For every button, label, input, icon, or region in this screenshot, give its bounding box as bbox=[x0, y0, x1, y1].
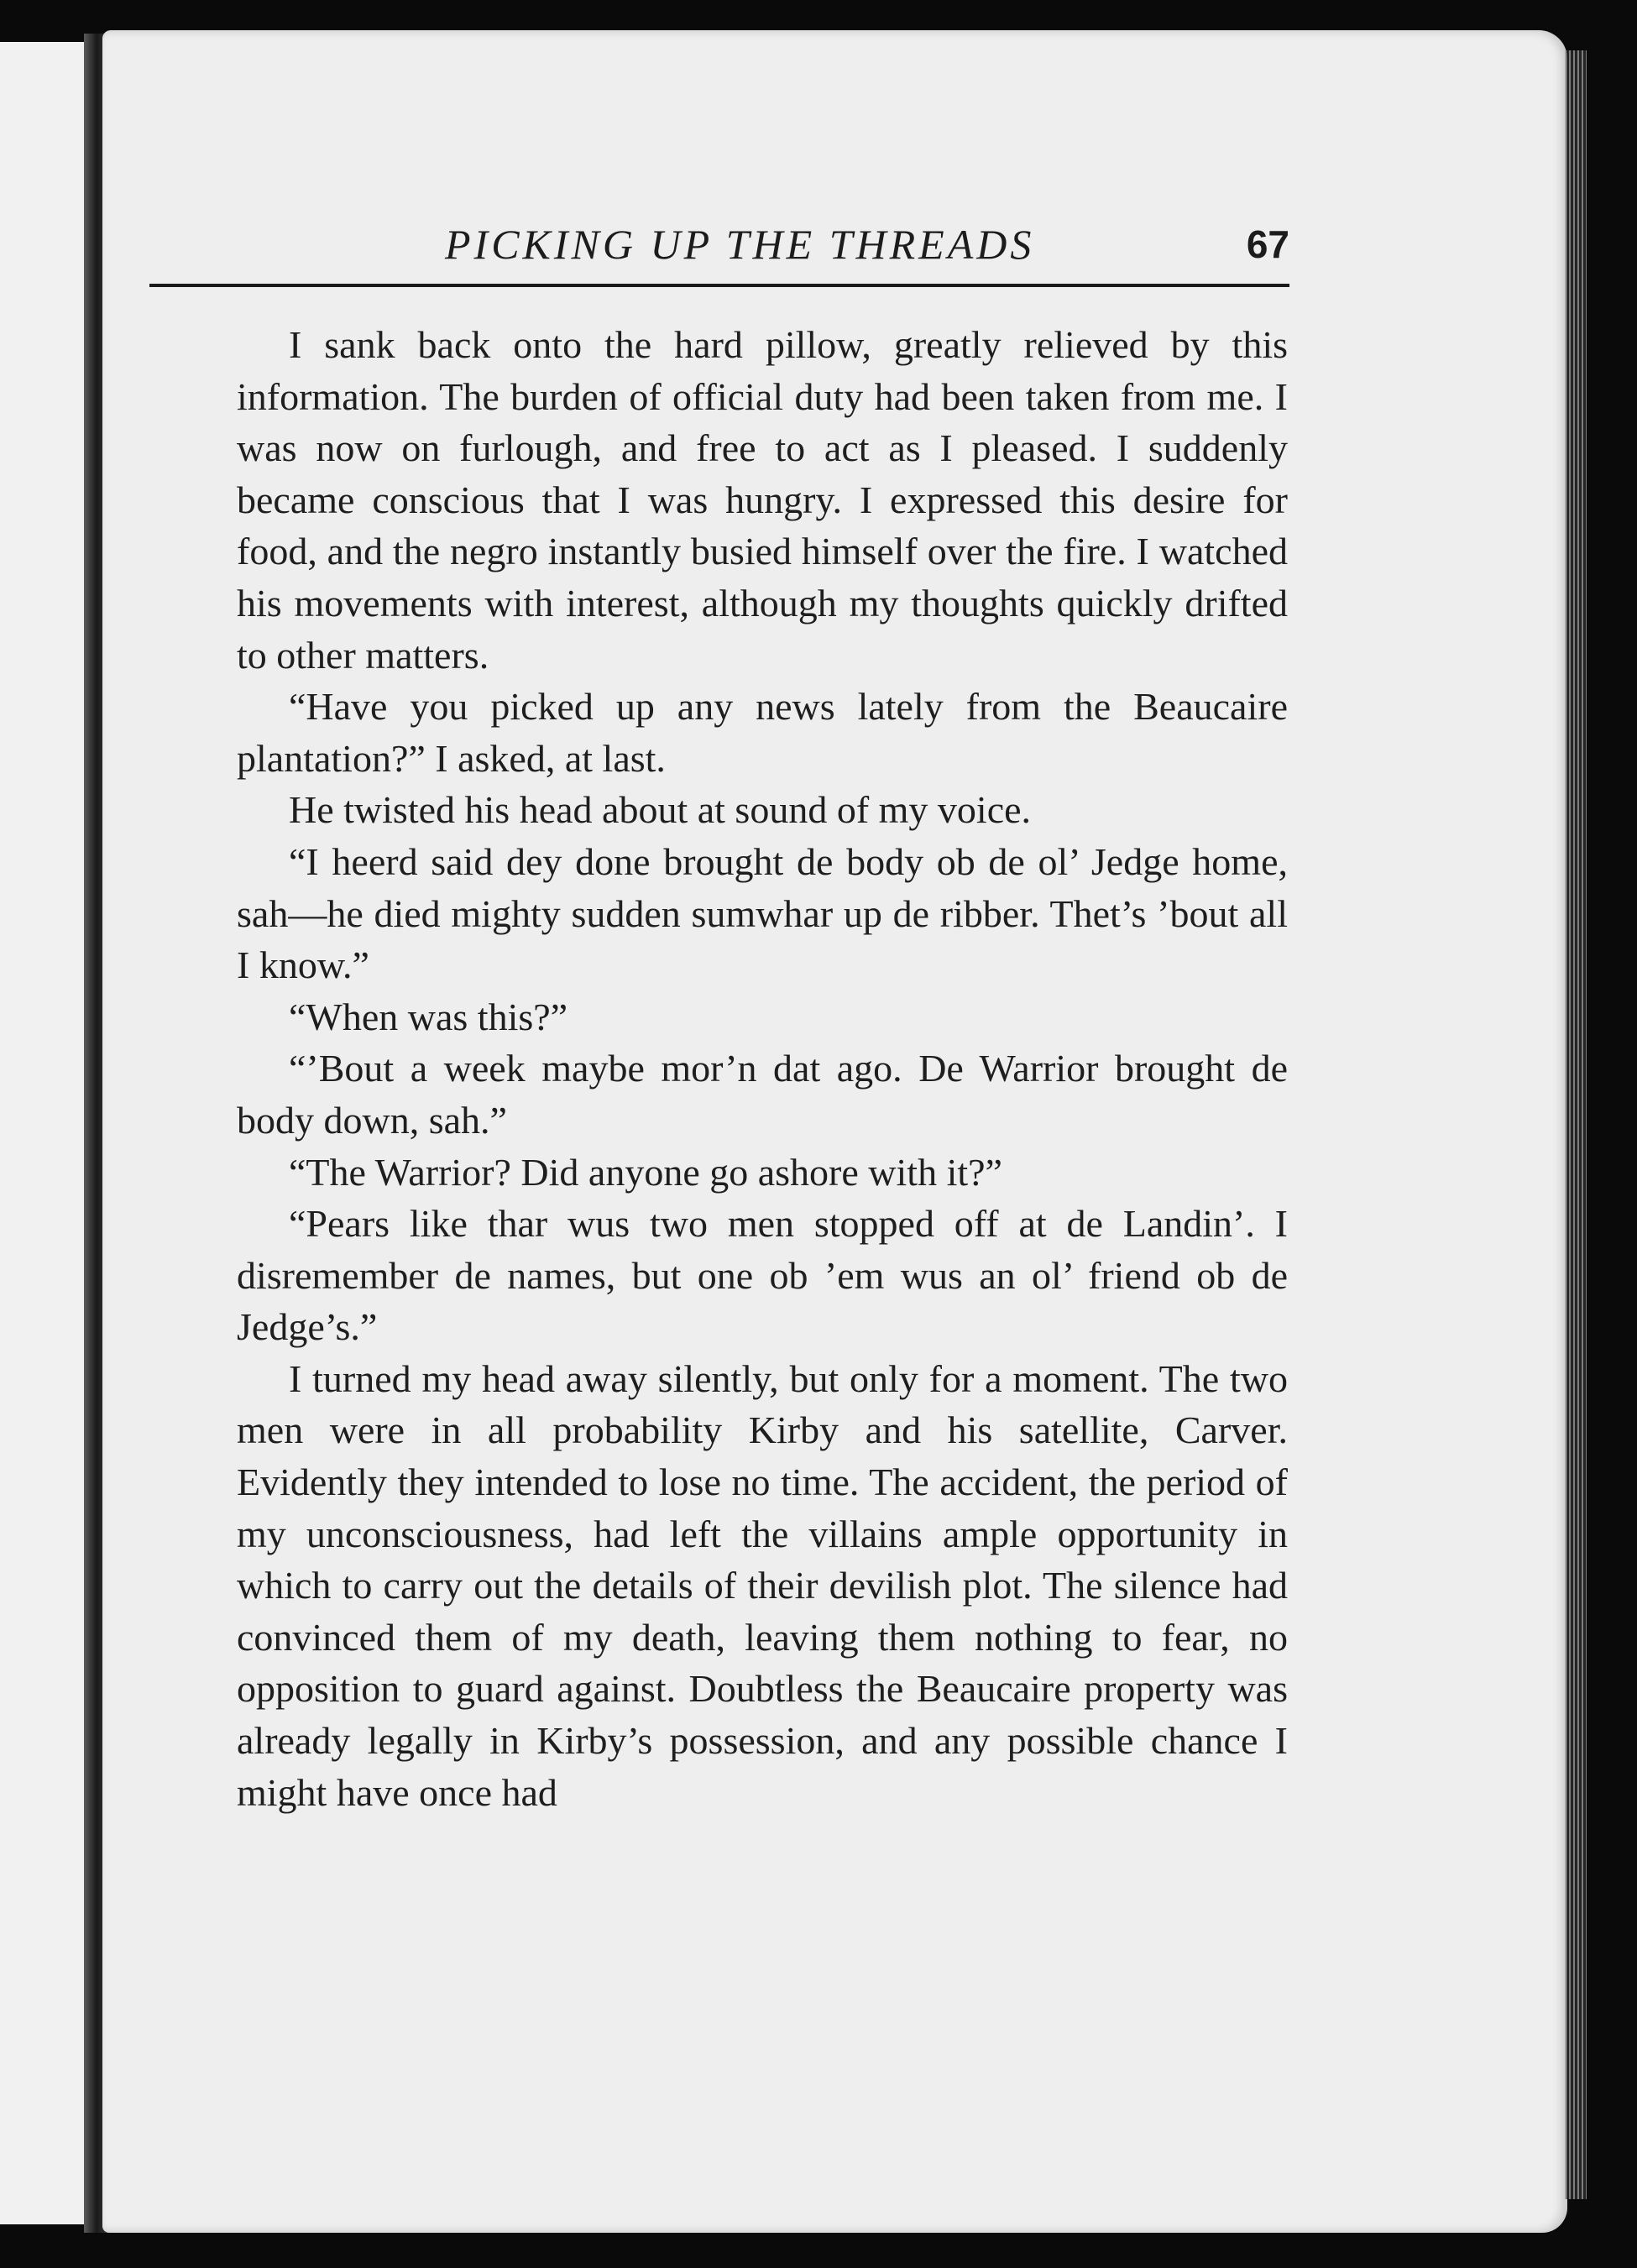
paragraph: “I heerd said dey done brought de body ob de ol’ Jedge home, sah—he died mighty sudden sumwhar up de ribber. Thet’s ’bout all I know.” bbox=[237, 839, 1288, 987]
paragraph: I sank back onto the hard pillow, greatly relieved by this information. The burden of official duty had been taken from me. I was now on furlough, and free to act as I pleased. I suddenly became conscious that I was hungry. I expressed this desire for food, and the negro instantly busied himself over the fire. I watched his movements with interest, although my thoughts quickly drifted to other matters. bbox=[237, 323, 1288, 677]
page-number: 67 bbox=[1246, 222, 1289, 266]
page-header bbox=[149, 208, 1289, 287]
paragraph: “’Bout a week maybe mor’n dat ago. De Warrior brought de body down, sah.” bbox=[237, 1047, 1288, 1142]
page-stack-edge bbox=[1565, 50, 1587, 2199]
running-head: PICKING UP THE THREADS bbox=[445, 221, 1035, 268]
paragraph: “When was this?” bbox=[289, 995, 568, 1038]
left-page-edge bbox=[0, 42, 94, 2224]
paragraph: He twisted his head about at sound of my voice. bbox=[289, 788, 1032, 832]
paragraph: “Pears like thar wus two men stopped off at de Landin’. I disremember de names, but one ob ’em wus an ol’ friend ob de Jedge’s.” bbox=[237, 1202, 1288, 1349]
paragraph: “Have you picked up any news lately from the Beaucaire plantation?” I asked, at last. bbox=[237, 685, 1288, 780]
body-text bbox=[237, 319, 1288, 1818]
paragraph: I turned my head away silently, but only for a moment. The two men were in all probability Kirby and his satellite, Carver. Evidently they intended to lose no time. The accident, the period of my unconsciousness, had left the villains ample opportunity in which to carry out the details of their devilish plot. The silence had convinced them of my death, leaving them nothing to fear, no opposition to guard against. Doubtless the Beaucaire property was already legally in Kirby’s possession, and any possible chance I might have once had bbox=[237, 1356, 1288, 1814]
paragraph: “The Warrior? Did anyone go ashore with it?” bbox=[289, 1150, 1002, 1194]
